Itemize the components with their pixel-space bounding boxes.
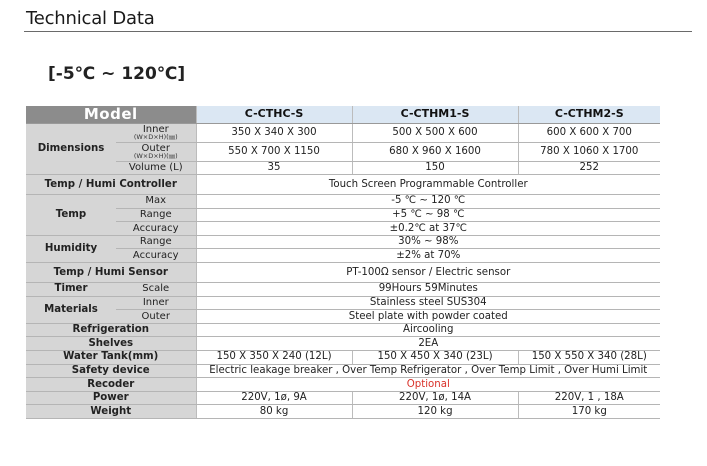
controller-label: Temp / Humi Controller xyxy=(26,175,196,195)
dimensions-inner-label xyxy=(116,123,196,142)
timer-label: Timer xyxy=(26,283,116,297)
model-name: C-CTHC-S xyxy=(196,106,352,123)
timer-scale-label: Scale xyxy=(116,283,196,297)
table-row xyxy=(26,175,660,195)
outer-unit: (W×D×H)(㎜) xyxy=(133,151,178,160)
inner-unit: (W×D×H)(㎜) xyxy=(133,132,178,141)
table-row xyxy=(26,161,660,175)
table-row xyxy=(26,123,660,142)
safety-label: Safety device xyxy=(26,364,196,378)
table-row xyxy=(26,391,660,405)
volume-label: Volume (L) xyxy=(116,161,196,175)
table-row xyxy=(26,310,660,324)
table-cell: 350 X 340 X 300 xyxy=(196,123,352,142)
outer-label: Outer xyxy=(141,142,170,154)
table-row xyxy=(26,378,660,392)
table-cell: PT-100Ω sensor / Electric sensor xyxy=(196,263,660,283)
shelves-label: Shelves xyxy=(26,337,196,351)
model-name: C-CTHM2-S xyxy=(518,106,660,123)
table-cell: 780 X 1060 X 1700 xyxy=(518,142,660,161)
sensor-label: Temp / Humi Sensor xyxy=(26,263,196,283)
table-cell: 220V, 1 , 18A xyxy=(518,391,660,405)
table-cell: 150 X 550 X 340 (28L) xyxy=(518,351,660,365)
table-cell: ±0.2℃ at 37℃ xyxy=(196,222,660,236)
table-row xyxy=(26,235,660,249)
temp-range-label: Range xyxy=(116,208,196,222)
table-cell: Steel plate with powder coated xyxy=(196,310,660,324)
model-name: C-CTHM1-S xyxy=(352,106,518,123)
table-cell: 30% ~ 98% xyxy=(196,235,660,249)
table-cell: 99Hours 59Minutes xyxy=(196,283,660,297)
table-cell: 680 X 960 X 1600 xyxy=(352,142,518,161)
materials-outer-label: Outer xyxy=(116,310,196,324)
table-row xyxy=(26,405,660,419)
dimensions-label: Dimensions xyxy=(26,123,116,175)
water-tank-label: Water Tank(mm) xyxy=(26,351,196,365)
table-cell: Aircooling xyxy=(196,323,660,337)
table-row xyxy=(26,364,660,378)
table-row xyxy=(26,208,660,222)
temp-accuracy-label: Accuracy xyxy=(116,222,196,236)
table-cell: Optional xyxy=(196,378,660,392)
materials-inner-label: Inner xyxy=(116,296,196,310)
table-cell: Touch Screen Programmable Controller xyxy=(196,175,660,195)
technical-data-table xyxy=(26,106,660,419)
table-header-row xyxy=(26,106,660,123)
table-row xyxy=(26,337,660,351)
table-cell: 35 xyxy=(196,161,352,175)
temp-max-label: Max xyxy=(116,195,196,209)
table-cell: 80 kg xyxy=(196,405,352,419)
table-row xyxy=(26,142,660,161)
table-cell: 252 xyxy=(518,161,660,175)
inner-label: Inner xyxy=(142,123,169,135)
model-header: Model xyxy=(26,106,196,123)
table-row xyxy=(26,323,660,337)
page-title: Technical Data xyxy=(26,8,155,29)
table-cell: 170 kg xyxy=(518,405,660,419)
refrigeration-label: Refrigeration xyxy=(26,323,196,337)
recoder-label: Recoder xyxy=(26,378,196,392)
table-cell: ±2% at 70% xyxy=(196,249,660,263)
power-label: Power xyxy=(26,391,196,405)
table-cell: 150 X 350 X 240 (12L) xyxy=(196,351,352,365)
table-cell: 500 X 500 X 600 xyxy=(352,123,518,142)
table-cell: 550 X 700 X 1150 xyxy=(196,142,352,161)
table-row xyxy=(26,195,660,209)
table-cell: 120 kg xyxy=(352,405,518,419)
table-cell: 150 X 450 X 340 (23L) xyxy=(352,351,518,365)
table-row xyxy=(26,296,660,310)
table-cell: 600 X 600 X 700 xyxy=(518,123,660,142)
temperature-range-heading: [-5℃ ~ 120℃] xyxy=(48,64,186,84)
table-row xyxy=(26,351,660,365)
table-cell: -5 ℃ ~ 120 ℃ xyxy=(196,195,660,209)
table-cell: Stainless steel SUS304 xyxy=(196,296,660,310)
title-divider xyxy=(24,31,692,32)
table-row xyxy=(26,249,660,263)
weight-label: Weight xyxy=(26,405,196,419)
table-row xyxy=(26,263,660,283)
table-row xyxy=(26,283,660,297)
table-cell: 220V, 1ø, 9A xyxy=(196,391,352,405)
table-cell: Electric leakage breaker , Over Temp Refrigerator , Over Temp Limit , Over Humi Limit xyxy=(196,364,660,378)
materials-label: Materials xyxy=(26,296,116,323)
table-cell: +5 ℃ ~ 98 ℃ xyxy=(196,208,660,222)
table-cell: 150 xyxy=(352,161,518,175)
humidity-range-label: Range xyxy=(116,235,196,249)
table-cell: 2EA xyxy=(196,337,660,351)
dimensions-outer-label xyxy=(116,142,196,161)
humidity-label: Humidity xyxy=(26,235,116,262)
table-row xyxy=(26,222,660,236)
humidity-accuracy-label: Accuracy xyxy=(116,249,196,263)
table-cell: 220V, 1ø, 14A xyxy=(352,391,518,405)
temp-label: Temp xyxy=(26,195,116,236)
